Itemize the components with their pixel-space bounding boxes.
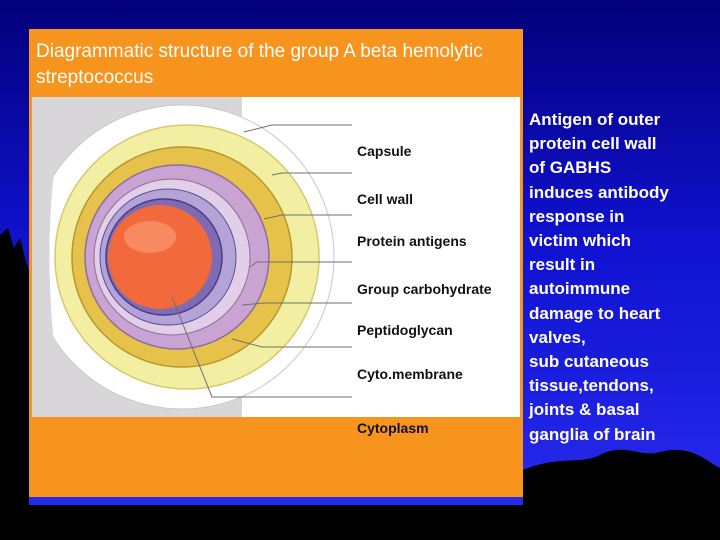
side-line: Antigen of outer bbox=[529, 110, 661, 129]
side-line: induces antibody bbox=[529, 182, 669, 202]
side-line: protein cell wall bbox=[529, 134, 657, 154]
label-protein-antigens: Protein antigens bbox=[357, 233, 467, 249]
label-cytoplasm: Cytoplasm bbox=[357, 420, 429, 436]
side-line: of GABHS bbox=[529, 158, 612, 178]
side-line: result in bbox=[529, 255, 596, 275]
cytoplasm-core bbox=[108, 205, 212, 309]
side-line: victim which bbox=[529, 231, 632, 251]
side-line: autoimmune bbox=[529, 279, 631, 299]
side-line: sub cutaneous bbox=[529, 352, 649, 372]
side-line: valves, bbox=[529, 327, 586, 347]
side-line: damage to heart bbox=[529, 303, 661, 323]
side-line: tissue,tendons, bbox=[529, 376, 654, 396]
side-line: joints & basal bbox=[529, 400, 640, 420]
side-line: ganglia of brain bbox=[529, 424, 656, 444]
slide-title: Diagrammatic structure of the group A beta hemolytic streptococcus bbox=[36, 41, 483, 88]
label-group-carbohydrate: Group carbohydrate bbox=[357, 281, 492, 297]
label-capsule: Capsule bbox=[357, 143, 412, 159]
side-description bbox=[529, 108, 714, 447]
streptococcus-diagram bbox=[32, 97, 520, 436]
label-peptidoglycan: Peptidoglycan bbox=[357, 322, 453, 338]
side-line: response in bbox=[529, 206, 625, 226]
label-cell-wall: Cell wall bbox=[357, 191, 414, 207]
label-cyto-membrane: Cyto.membrane bbox=[357, 366, 463, 382]
diagram-card bbox=[29, 29, 523, 497]
